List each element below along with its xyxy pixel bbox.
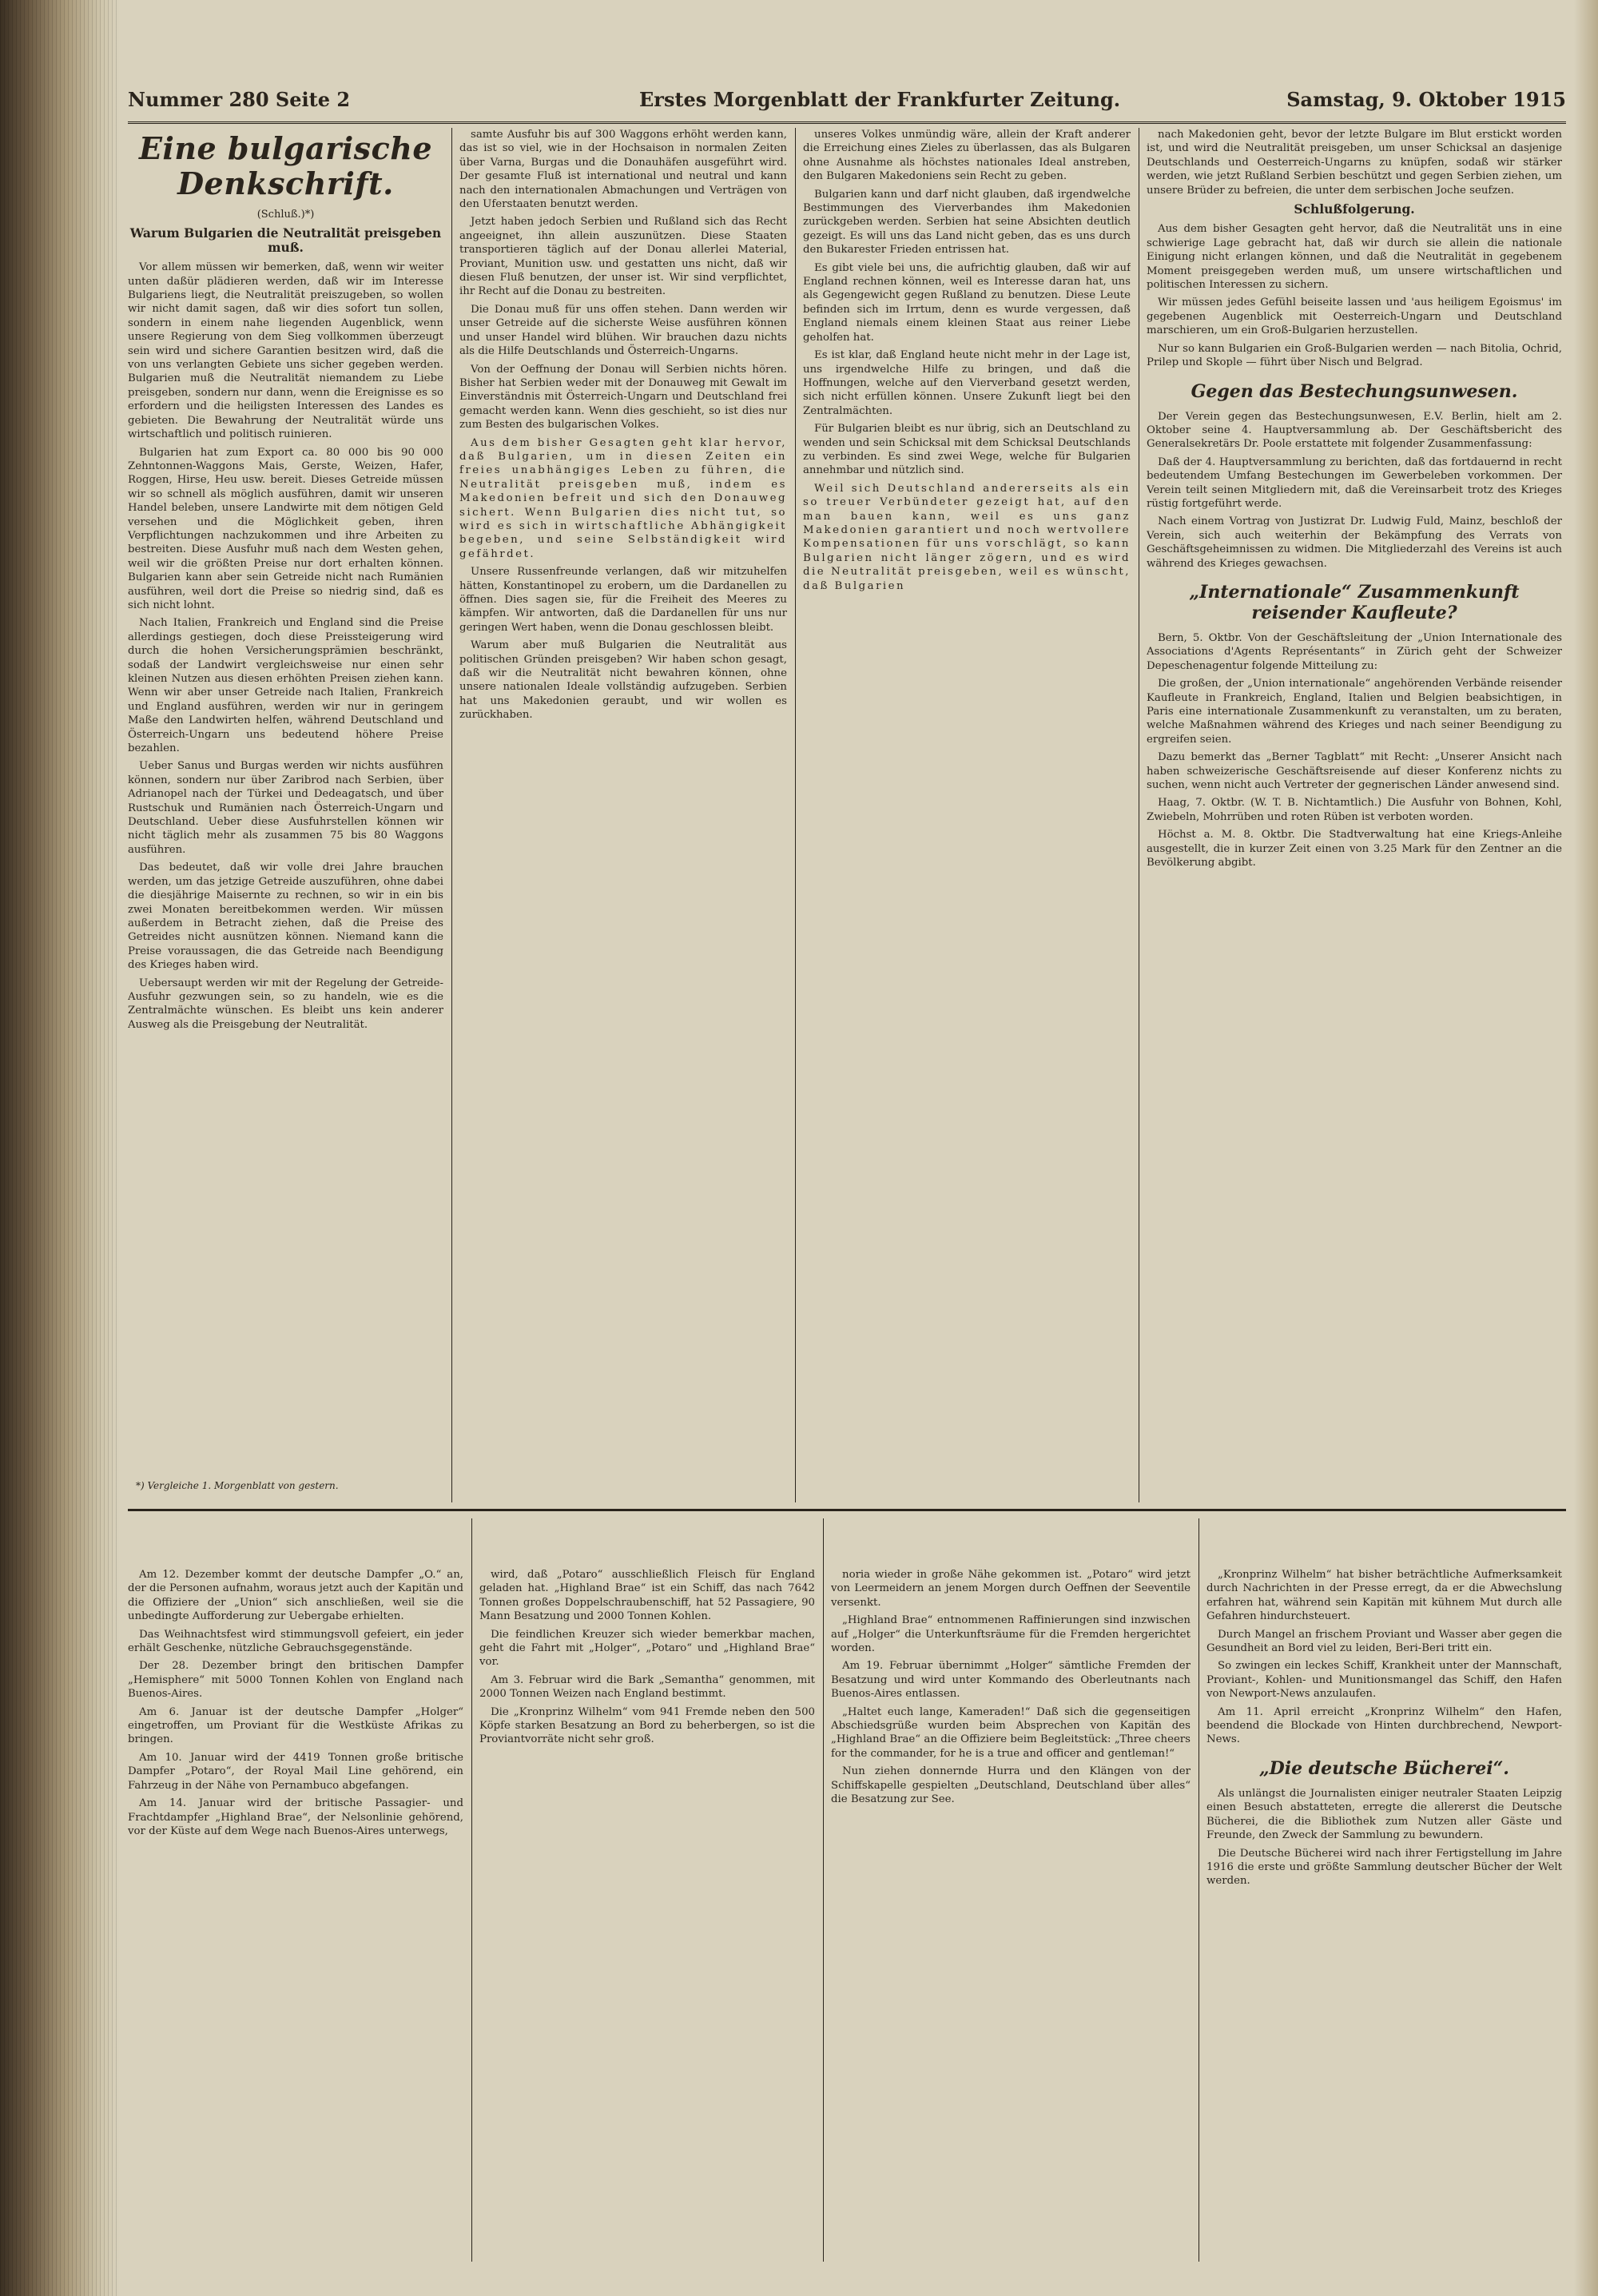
section-heading: „Die deutsche Bücherei“. [1259, 1757, 1509, 1779]
paragraph: Aus dem bisher Gesagten geht hervor, daß die Neutralität uns in eine schwierige Lage gebracht hat, daß wir durch sie allein die nationale Einigung nicht erlangen können, und daß die Neutralität in gegebenem Moment preisgegeben werden muß, um unsere wirtschaftlichen und politischen Interessen zu sichern. [1147, 223, 1562, 292]
paragraph: Daß der 4. Hauptversammlung zu berichten, daß das fortdauernd in recht bedeutendem Umfang Bestechungen im Gewerbeleben vorkommen. Der Verein teilt seinen Mitgliedern mit, daß die Vereinsarbeit trotz des Krieges rüstig fortgeführt werde. [1147, 456, 1562, 510]
article-note: (Schluß.)*) [256, 209, 315, 221]
paragraph: Am 6. Januar ist der deutsche Dampfer „Holger“ eingetroffen, um Proviant für die Westküste Afrikas zu bringen. [128, 1705, 463, 1746]
paragraph: Unsere Russenfreunde verlangen, daß wir mitzuhelfen hätten, Konstantinopel zu erobern, um die Dardanellen zu öffnen. Dies sagen sie, für die Freiheit des Meeres zu kämpfen. Wir antworten, daß die Dardanellen für uns nur geringen Wert haben, wenn die Donau geschlossen bleibt. [459, 566, 787, 634]
paragraph: Am 3. Februar wird die Bark „Semantha“ genommen, mit 2000 Tonnen Weizen nach England bestimmt. [479, 1673, 815, 1701]
paragraph: Es ist klar, daß England heute nicht mehr in der Lage ist, uns irgendwelche Hilfe zu bringen, und daß die Hoffnungen, welche auf den Vierverband gesetzt werden, sich nicht erfüllen können. Unsere Zukunft liegt bei den Zentralmächten. [803, 349, 1131, 417]
paragraph: Dazu bemerkt das „Berner Tagblatt“ mit Recht: „Unserer Ansicht nach haben schweizerische Geschäftsreisende auf dieser Konferenz nichts zu suchen, wenn nicht auch Vertreter der gegnerischen Länder anwesend sind. [1147, 751, 1562, 792]
lower-column-3 [831, 1568, 1191, 2247]
paragraph: Nach einem Vortrag von Justizrat Dr. Ludwig Fuld, Mainz, beschloß der Verein, sich auch weiterhin der Bekämpfung des Verrats von Geschäftsgeheimnissen zu widmen. Die Mitgliederzahl des Vereins ist auch während des Krieges gewachsen. [1147, 515, 1562, 570]
paragraph: Haag, 7. Oktbr. (W. T. B. Nichtamtlich.) Die Ausfuhr von Bohnen, Kohl, Zwiebeln, Mohrrüben und roten Rüben ist verboten worden. [1147, 797, 1562, 823]
column-rule [471, 1518, 472, 2262]
paragraph: Die feindlichen Kreuzer sich wieder bemerkbar machen, geht die Fahrt mit „Holger“, „Potaro“ und „Highland Brae“ vor. [479, 1628, 815, 1669]
paragraph: Durch Mangel an frischem Proviant und Wasser aber gegen die Gesundheit an Bord viel zu leiden, Beri-Beri tritt ein. [1206, 1628, 1562, 1655]
paragraph: Von der Oeffnung der Donau will Serbien nichts hören. Bisher hat Serbien weder mit der Donauweg mit Gewalt im Einverständnis mit Österreich-Ungarn und Deutschland frei gemacht werden kann. Wenn dies geschieht, so ist dies nur zum Besten des bulgarischen Volkes. [459, 363, 787, 432]
paragraph: samte Ausfuhr bis auf 300 Waggons erhöht werden kann, das ist so viel, wie in der Hochsaison in normalen Zeiten über Varna, Burgas und die Donauhäfen ausgeführt wird. Der gesamte Fluß ist international und neutral und kann nach den internationalen Abmachungen und Verträgen von den Uferstaaten benutzt werden. [459, 129, 787, 211]
column-rule [823, 1518, 824, 2262]
paragraph: Höchst a. M. 8. Oktbr. Die Stadtverwaltung hat eine Kriegs-Anleihe ausgestellt, die in kurzer Zeit einen von 3.25 Mark für den Zentner an die Bevölkerung abgibt. [1147, 829, 1562, 869]
paragraph: Am 19. Februar übernimmt „Holger“ sämtliche Fremden der Besatzung und wird unter Kommando des Oberleutnants nach Buenos-Aires entlassen. [831, 1660, 1191, 1701]
issue-date: Samstag, 9. Oktober 1915 [1286, 88, 1566, 111]
paragraph: Vor allem müssen wir bemerken, daß, wenn wir weiter unten daßür plädieren werden, daß wir im Interesse Bulgariens liegt, die Neutralität preiszugeben, so wollen wir nicht damit sagen, daß wir dies sofort tun sollen, sondern in einem nahe liegenden Augenblick, wenn unsere Regierung von dem Sieg vollkommen überzeugt sein wird und sichere Garantien besitzen wird, daß die von uns verlangten Gebiete uns sicher gegeben werden. Bulgarien muß die Neutralität niemandem zu Liebe preisgeben, sondern nur dann, wenn die Ereignisse es so erfordern und die heiligsten Interessen des Landes es gebieten. Die Bewahrung der Neutralität würde uns wirtschaftlich und politisch ruinieren. [128, 261, 443, 441]
masthead [128, 80, 1566, 124]
paragraph: Bulgarien hat zum Export ca. 80 000 bis 90 000 Zehntonnen-Waggons Mais, Gerste, Weizen, Hafer, Roggen, Hirse, Heu usw. bereit. Dieses Getreide müssen wir so schnell als möglich ausführen, damit wir unseren Handel beleben, unsere Landwirte mit dem nötigen Geld versehen und die Möglichkeit geben, ihren Verpflichtungen nachzukommen und ihre Arbeiten zu bestreiten. Diese Ausfuhr muß nach dem Westen gehen, weil wir die größten Preise nur dort erhalten können. Bulgarien kann aber sein Getreide nicht nach Rumänien ausführen, weil dort die Preise so niedrig sind, daß es sich nicht lohnt. [128, 446, 443, 611]
column-2 [459, 128, 787, 1486]
paragraph: Der 28. Dezember bringt den britischen Dampfer „Hemisphere“ mit 5000 Tonnen Kohlen von England nach Buenos-Aires. [128, 1660, 463, 1701]
paragraph: Bern, 5. Oktbr. Von der Geschäftsleitung der „Union Internationale des Associations d'Agents Représentants“ in Zürich geht der Schweizer Depeschenagentur folgende Mitteilung zu: [1147, 631, 1562, 672]
paragraph: „Kronprinz Wilhelm“ hat bisher beträchtliche Aufmerksamkeit durch Nachrichten in der Presse erregt, da er die Abwechslung erfahren hat, während sein Kapitän mit kühnem Mut durch alle Gefahren hindurchsteuert. [1206, 1569, 1562, 1623]
lower-column-2 [479, 1568, 815, 2247]
paragraph: Aus dem bisher Gesagten geht klar hervor, daß Bulgarien, um in diesen Zeiten ein freies unabhängiges Leben zu führen, die Neutralität preisgeben muß, indem es Makedonien befreit und sich den Donauweg sichert. Wenn Bulgarien dies nicht tut, so wird es sich in wirtschaftliche Abhängigkeit begeben, und seine Selbständigkeit wird gefährdet. [459, 436, 787, 560]
page-edge [1574, 0, 1598, 2296]
paragraph: Die Donau muß für uns offen stehen. Dann werden wir unser Getreide auf die sicherste Weise ausführen können und unser Handel wird blühen. Wir brauchen dazu nichts als die Hilfe Deutschlands und Österreich-Ungarns. [459, 303, 787, 358]
paragraph: So zwingen ein leckes Schiff, Krankheit unter der Mannschaft, Proviant-, Kohlen- und Munitionsmangel das Schiff, den Hafen von Newport-News anzulaufen. [1206, 1660, 1562, 1701]
section-heading: Schlußfolgerung. [1294, 201, 1415, 217]
article-subtitle: Warum Bulgarien die Neutralität preisgeben muß. [129, 225, 442, 255]
paragraph: „Highland Brae“ entnommenen Raffinierungen sind inzwischen auf „Holger“ die Unterkunftsräume für die Fremden hergerichtet worden. [831, 1614, 1191, 1655]
lower-column-1 [128, 1568, 463, 2247]
issue-number: Nummer 280 Seite 2 [128, 88, 351, 111]
column-1 [128, 128, 443, 1478]
paragraph: Das bedeutet, daß wir volle drei Jahre brauchen werden, um das jetzige Getreide auszuführen, ohne dabei die diesjährige Maisernte zu rechnen, so wir in ein bis zwei Monaten bereitbekommen werden. Wir müssen außerdem in Betracht ziehen, daß die Preise des Getreides nicht ausnützen können. Niemand kann die Preise voraussagen, die das Getreide nach Beendigung des Krieges haben wird. [128, 861, 443, 972]
paragraph: Am 14. Januar wird der britische Passagier- und Frachtdampfer „Highland Brae“, der Nelsonlinie gehörend, vor der Küste auf dem Wege nach Buenos-Aires unterwegs, [128, 1797, 463, 1837]
newspaper-title: Erstes Morgenblatt der Frankfurter Zeitung. [639, 88, 1121, 111]
section-heading: „Internationale“ Zusammenkunft reisender Kaufleute? [1189, 581, 1520, 623]
lower-column-4 [1206, 1568, 1562, 2247]
column-3 [803, 128, 1131, 1486]
paragraph: Das Weihnachtsfest wird stimmungsvoll gefeiert, ein jeder erhält Geschenke, nützliche Gebrauchsgegenstände. [128, 1628, 463, 1655]
paragraph: Uebersaupt werden wir mit der Regelung der Getreide-Ausfuhr gezwungen sein, so zu handeln, wie es die Zentralmächte wünschen. Es bleibt uns kein anderer Ausweg als die Preisgebung der Neutralität. [128, 977, 443, 1031]
paragraph: Nun ziehen donnernde Hurra und den Klängen von der Schiffskapelle gespielten „Deutschland, Deutschland über alles“ die Besatzung zur See. [831, 1765, 1191, 1806]
book-binding [0, 0, 120, 2296]
column-rule [1198, 1518, 1199, 2262]
column-rule [451, 128, 452, 1502]
paragraph: Am 11. April erreicht „Kronprinz Wilhelm“ den Hafen, beendend die Blockade von Hinten durchbrechend, Newport-News. [1206, 1705, 1562, 1746]
paragraph: noria wieder in große Nähe gekommen ist. „Potaro“ wird jetzt von Leermeidern an jenem Morgen durch Oeffnen der Seeventile versenkt. [831, 1569, 1191, 1609]
article-title: Eine bulgarische Denkschrift. [138, 130, 433, 201]
paragraph: wird, daß „Potaro“ ausschließlich Fleisch für England geladen hat. „Highland Brae“ ist ein Schiff, das nach 7642 Tonnen großes Doppelschraubenschiff, hat 52 Passagiere, 90 Mann Besatzung und 2000 Tonnen Kohlen. [479, 1569, 815, 1623]
paragraph: Für Bulgarien bleibt es nur übrig, sich an Deutschland zu wenden und sein Schicksal mit dem Schicksal Deutschlands zu verbinden. Es sind zwei Wege, welche für Bulgarien annehmbar und nützlich sind. [803, 423, 1131, 477]
paragraph: Der Verein gegen das Bestechungsunwesen, E.V. Berlin, hielt am 2. Oktober seine 4. Hauptversammlung ab. Der Geschäftsbericht des Generalsekretärs Dr. Poole erstattete mit folgender Zusammenfassung: [1147, 410, 1562, 451]
column-4 [1147, 128, 1562, 1486]
paragraph: Am 12. Dezember kommt der deutsche Dampfer „O.“ an, der die Personen aufnahm, woraus jetzt auch der Kapitän und die Offiziere der „Union“ sich anschließen, weil sie die unbedingte Aufforderung zur Uebergabe erhielten. [128, 1569, 463, 1623]
section-rule [128, 1509, 1566, 1511]
section-heading: Gegen das Bestechungsunwesen. [1191, 380, 1518, 402]
paragraph: Ueber Sanus und Burgas werden wir nichts ausführen können, sondern nur über Zaribrod nach Serbien, über Adrianopel nach der Türkei und Dedeagatsch, und über Rustschuk und Rumänien nach Österreich-Ungarn und Deutschland. Ueber diese Ausfuhrstellen können wir nicht täglich mehr als zusammen 75 bis 80 Waggons ausführen. [128, 760, 443, 856]
paragraph: Warum aber muß Bulgarien die Neutralität aus politischen Gründen preisgeben? Wir haben schon gesagt, daß wir die Neutralität nicht bewahren können, ohne unsere nationalen Ideale vollständig aufzugeben. Serbien hat uns Makedonien geraubt, und wir wollen es zurückhaben. [459, 639, 787, 722]
paragraph: Es gibt viele bei uns, die aufrichtig glauben, daß wir auf England rechnen können, weil es Interesse daran hat, uns als Gegengewicht gegen Rußland zu benutzen. Diese Leute befinden sich im Irrtum, denn es wurde vergessen, daß England niemals einem kleinen Staat aus reiner Liebe geholfen hat. [803, 261, 1131, 344]
paragraph: Nur so kann Bulgarien ein Groß-Bulgarien werden — nach Bitolia, Ochrid, Prilep und Skople — führt über Nisch und Belgrad. [1147, 342, 1562, 369]
newspaper-page [128, 80, 1566, 2270]
paragraph: Als unlängst die Journalisten einiger neutraler Staaten Leipzig einen Besuch abstatteten, erregte die allererst die Deutsche Bücherei, die die Bibliothek zum Nutzen aller Gäste und Freunde, den Zweck der Sammlung zu bewundern. [1206, 1787, 1562, 1842]
paragraph: Weil sich Deutschland andererseits als ein so treuer Verbündeter gezeigt hat, auf den man bauen kann, weil es uns ganz Makedonien garantiert und noch wertvollere Kompensationen für uns vorschlägt, so kann Bulgarien nicht länger zögern, und es wird die Neutralität preisgeben, weil es wünscht, daß Bulgarien [803, 482, 1131, 592]
paragraph: Am 10. Januar wird der 4419 Tonnen große britische Dampfer „Potaro“, der Royal Mail Line gehörend, ein Fahrzeug in der Nähe von Pernambuco abgefangen. [128, 1751, 463, 1792]
paragraph: „Haltet euch lange, Kameraden!“ Daß sich die gegenseitigen Abschiedsgrüße wurden beim Absprechen von Kapitän des „Highland Brae“ an die Offiziere beim Begleitstück: „Three cheers for the commander, for he is a true and officer and gentleman!“ [831, 1705, 1191, 1760]
paragraph: nach Makedonien geht, bevor der letzte Bulgare im Blut erstickt worden ist, und wird die Neutralität preisgeben, um unser Schicksal an dasjenige Deutschlands und Oesterreich-Ungarns zu knüpfen, sodaß wir stärker werden, wie jetzt Rußland Serbien beschützt und gegen Serbien ziehen, um unsere Brüder zu befreien, die unter dem serbischen Joche seufzen. [1147, 129, 1562, 197]
paragraph: unseres Volkes unmündig wäre, allein der Kraft anderer die Erreichung eines Zieles zu überlassen, das als Bulgaren ohne Ausnahme als höchstes nationales Ideal anstreben, den Bulgaren Makedoniens sein Recht zu geben. [803, 129, 1131, 183]
paragraph: Wir müssen jedes Gefühl beiseite lassen und 'aus heiligem Egoismus' im gegebenen Augenblick mit Oesterreich-Ungarn und Deutschland marschieren, um ein Groß-Bulgarien herzustellen. [1147, 296, 1562, 337]
paragraph: Bulgarien kann und darf nicht glauben, daß irgendwelche Bestimmungen des Vierverbandes ihm Makedonien zurückgeben werden. Serbien hat seine Absichten deutlich gezeigt. Es will uns das Land nicht geben, das es uns durch den Bukarester Frieden entrissen hat. [803, 188, 1131, 257]
paragraph: Die großen, der „Union internationale“ angehörenden Verbände reisender Kaufleute in Frankreich, England, Italien und Belgien beabsichtigen, in Paris eine internationale Zusammenkunft zu veranstalten, um zu beraten, welche Maßnahmen während des Krieges und nach seiner Beendigung zu ergreifen seien. [1147, 678, 1562, 746]
paragraph: Die Deutsche Bücherei wird nach ihrer Fertigstellung im Jahre 1916 die erste und größte Sammlung deutscher Bücher der Welt werden. [1206, 1847, 1562, 1888]
paragraph: Die „Kronprinz Wilhelm“ vom 941 Fremde neben den 500 Köpfe starken Besatzung an Bord zu beherbergen, so ist die Proviantvorräte nicht sehr groß. [479, 1705, 815, 1746]
paragraph: Nach Italien, Frankreich und England sind die Preise allerdings gestiegen, doch diese Preissteigerung wird durch die hohen Versicherungsprämien beschränkt, sodaß der Landwirt vergleichsweise nur einen sehr kleinen Nutzen aus diesen erhöhten Preisen ziehen kann. Wenn wir aber unser Getreide nach Italien, Frankreich und England ausführen, werden wir nur in geringem Maße den Landwirten helfen, während Deutschland und Österreich-Ungarn uns bedeutend höhere Preise bezahlen. [128, 617, 443, 755]
column-rule [795, 128, 796, 1502]
footnote: *) Vergleiche 1. Morgenblatt von gestern. [136, 1480, 339, 1491]
paragraph: Jetzt haben jedoch Serbien und Rußland sich das Recht angeeignet, ihn allein auszunützen. Diese Staaten transportieren täglich auf der Donau allerlei Material, Proviant, Munition usw. und gestatten uns nicht, daß wir diesen Fluß benutzen, der unser ist. Wir sind verpflichtet, ihr Recht auf die Donau zu bestreiten. [459, 216, 787, 298]
